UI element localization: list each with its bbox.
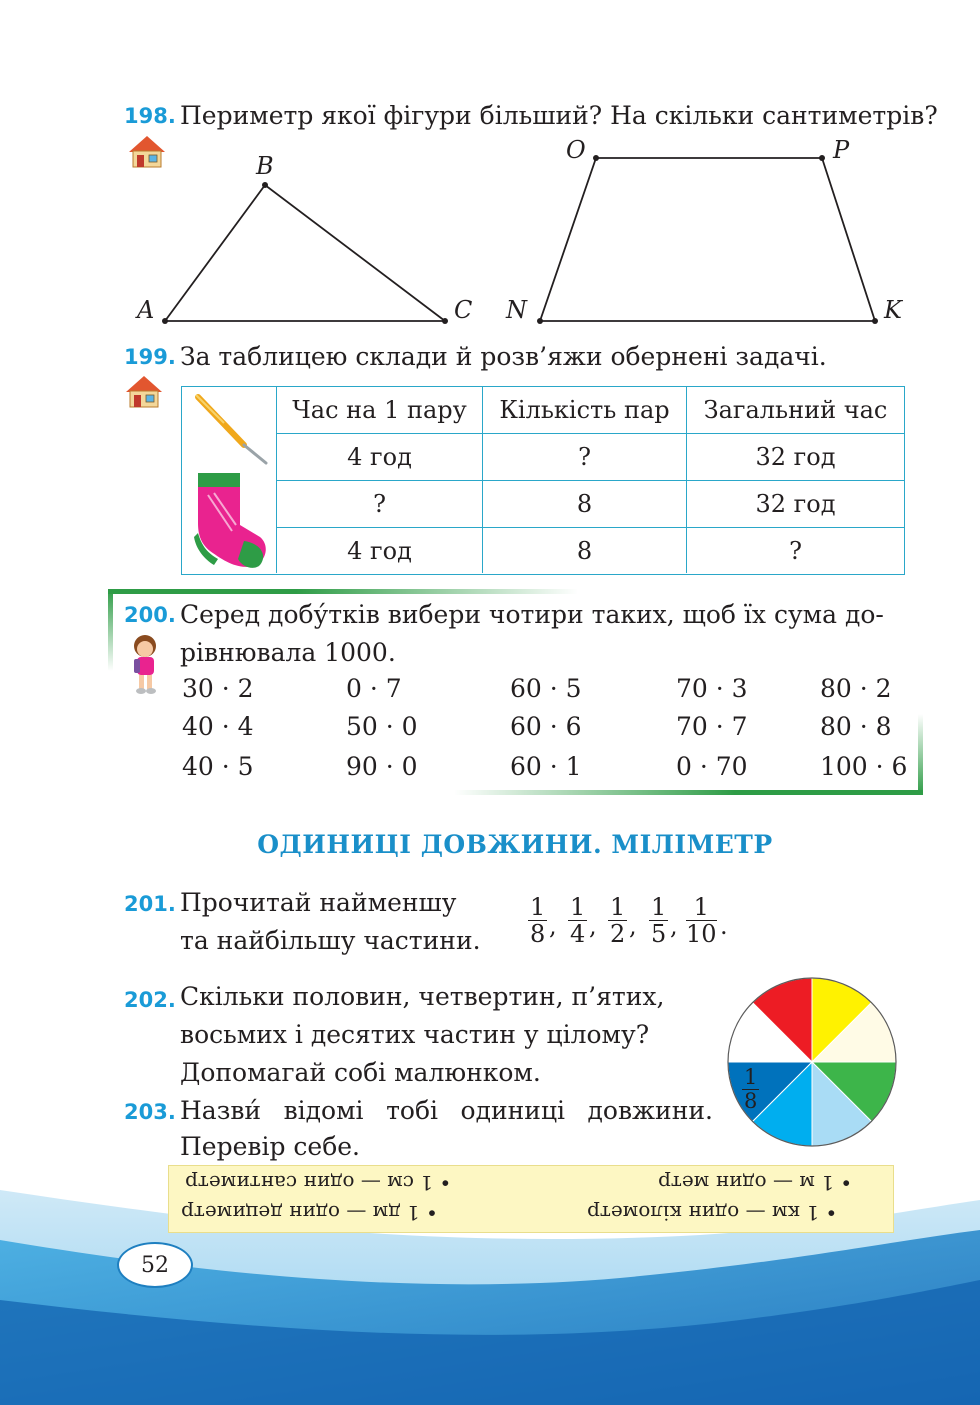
- hint-bullet: •: [825, 1201, 838, 1225]
- product-expression: 60 · 5: [510, 674, 582, 703]
- crochet-hook-icon: [184, 389, 276, 469]
- product-expression: 70 · 7: [676, 712, 748, 741]
- task-203-line-1: Назви́ відомі тобі одиниці довжини.: [180, 1096, 713, 1125]
- hint-bullet: •: [426, 1201, 438, 1225]
- product-expression: 60 · 1: [510, 752, 582, 781]
- fraction-numerator: 1: [610, 893, 626, 921]
- table-cell: 4 год: [277, 528, 483, 573]
- product-expression: 50 · 0: [346, 712, 418, 741]
- task-200-line-2: рівнювала 1000.: [180, 638, 396, 667]
- fraction-numerator: 1: [570, 893, 586, 921]
- hint-bullet: •: [840, 1171, 853, 1195]
- table-cell: 8: [483, 528, 687, 573]
- triangle-abc: [130, 150, 490, 340]
- task-200-line-1: Серед добу́тків вибери чотири таких, щоб їх сума до-: [180, 600, 884, 629]
- home-task-icon: [124, 374, 164, 408]
- task-201-number: 201.: [124, 892, 176, 916]
- table-cell: 32 год: [687, 481, 904, 528]
- task-202-line-3: Допомагай собі малюнком.: [180, 1058, 541, 1087]
- trapezoid-label-k: K: [884, 296, 902, 324]
- task-203-line-2: Перевір себе.: [180, 1132, 361, 1161]
- fraction-numerator: 1: [744, 1065, 758, 1089]
- fraction-separator: ,: [670, 912, 678, 940]
- hint-cm: [185, 1171, 451, 1195]
- triangle-label-c: C: [454, 296, 473, 324]
- fraction-separator: ,: [549, 912, 557, 940]
- fraction-separator: ,: [629, 912, 637, 940]
- task-200-number: 200.: [124, 603, 176, 627]
- table-header-pair-count: Кількість пар: [483, 387, 687, 434]
- task-200-frame-right: [918, 714, 923, 795]
- fraction-one-quarter: [568, 894, 587, 947]
- girl-student-icon: [128, 632, 164, 696]
- fraction-numerator: 1: [693, 893, 709, 921]
- product-expression: 0 · 70: [676, 752, 748, 781]
- table-header-total-time: Загальний час: [687, 387, 904, 434]
- task-200-frame-bottom-right: [454, 790, 923, 795]
- table-cell: ?: [277, 481, 483, 528]
- product-expression: 70 · 3: [676, 674, 748, 703]
- task-203-number: 203.: [124, 1100, 176, 1124]
- table-image-cell: [182, 387, 277, 573]
- product-expression: 40 · 4: [182, 712, 254, 741]
- product-expression: 90 · 0: [346, 752, 418, 781]
- product-expression: 30 · 2: [182, 674, 254, 703]
- hint-dm: [181, 1201, 438, 1225]
- table-cell: 8: [483, 481, 687, 528]
- product-expression: 100 · 6: [820, 752, 908, 781]
- hint-text: 1 км — один кілометр: [587, 1201, 820, 1225]
- fraction-separator: ,: [589, 912, 597, 940]
- task-201-line-1: Прочитай найменшу: [180, 888, 457, 917]
- trapezoid-label-o: O: [566, 136, 586, 164]
- task-201-line-2: та найбільшу частини.: [180, 926, 481, 955]
- hint-km: [587, 1201, 837, 1225]
- table-cell: 4 год: [277, 434, 483, 481]
- table-grid: [277, 387, 904, 574]
- task-198-number: 198.: [124, 104, 176, 128]
- section-title: ОДИНИЦІ ДОВЖИНИ. МІЛІМЕТР: [257, 830, 773, 859]
- fraction-one-half: [608, 894, 627, 947]
- hint-text: 1 см — один сантиметр: [185, 1171, 434, 1195]
- fraction-denominator: 8: [530, 920, 546, 948]
- task-202-number: 202.: [124, 988, 176, 1012]
- fraction-circle-eighths: [724, 974, 900, 1150]
- task-199-number: 199.: [124, 345, 176, 369]
- circle-sector-label: [742, 1066, 759, 1113]
- fraction-end: .: [720, 912, 728, 940]
- hint-bullet: •: [439, 1171, 452, 1195]
- fraction-one-eighth: [528, 894, 547, 947]
- trapezoid-label-n: N: [506, 296, 527, 324]
- fraction-denominator: 2: [610, 920, 626, 948]
- table-cell: 32 год: [687, 434, 904, 481]
- hint-m: [658, 1171, 852, 1195]
- self-check-hint-box: [168, 1165, 894, 1233]
- fraction-denominator: 5: [651, 920, 667, 948]
- fraction-numerator: 1: [530, 893, 546, 921]
- inverse-tasks-table: [181, 386, 905, 575]
- task-200-frame-top-left: [108, 589, 578, 594]
- product-expression: 80 · 8: [820, 712, 892, 741]
- table-cell: ?: [789, 536, 802, 565]
- product-expression: 40 · 5: [182, 752, 254, 781]
- fraction-one-fifth: [649, 894, 668, 947]
- fraction-denominator: 10: [686, 920, 717, 948]
- trapezoid-label-p: P: [833, 136, 850, 164]
- task-200-frame-left: [108, 589, 113, 671]
- hint-text: 1 м — один метр: [658, 1171, 834, 1195]
- fraction-one-tenth: [686, 894, 717, 947]
- task-202-line-1: Скільки половин, четвертин, п’ятих,: [180, 982, 665, 1011]
- sock-icon: [184, 467, 276, 573]
- task-202-line-2: восьмих і десятих частин у цілому?: [180, 1020, 650, 1049]
- table-header-time-per-pair: Час на 1 пару: [277, 387, 483, 434]
- product-expression: 60 · 6: [510, 712, 582, 741]
- fraction-numerator: 1: [651, 893, 667, 921]
- page-number: 52: [117, 1242, 193, 1288]
- triangle-label-a: A: [137, 296, 155, 324]
- trapezoid-opkn: [520, 140, 890, 340]
- hint-text: 1 дм — один дециметр: [181, 1201, 420, 1225]
- task-198-text: Периметр якої фігури більший? На скільки сантиметрів?: [180, 101, 938, 130]
- product-expression: 80 · 2: [820, 674, 892, 703]
- product-expression: 0 · 7: [346, 674, 402, 703]
- fraction-denominator: 8: [744, 1089, 758, 1113]
- table-cell: ?: [483, 434, 687, 481]
- task-199-text: За таблицею склади й розв’яжи обернені задачі.: [180, 342, 827, 371]
- triangle-label-b: B: [256, 152, 274, 180]
- fraction-denominator: 4: [570, 920, 586, 948]
